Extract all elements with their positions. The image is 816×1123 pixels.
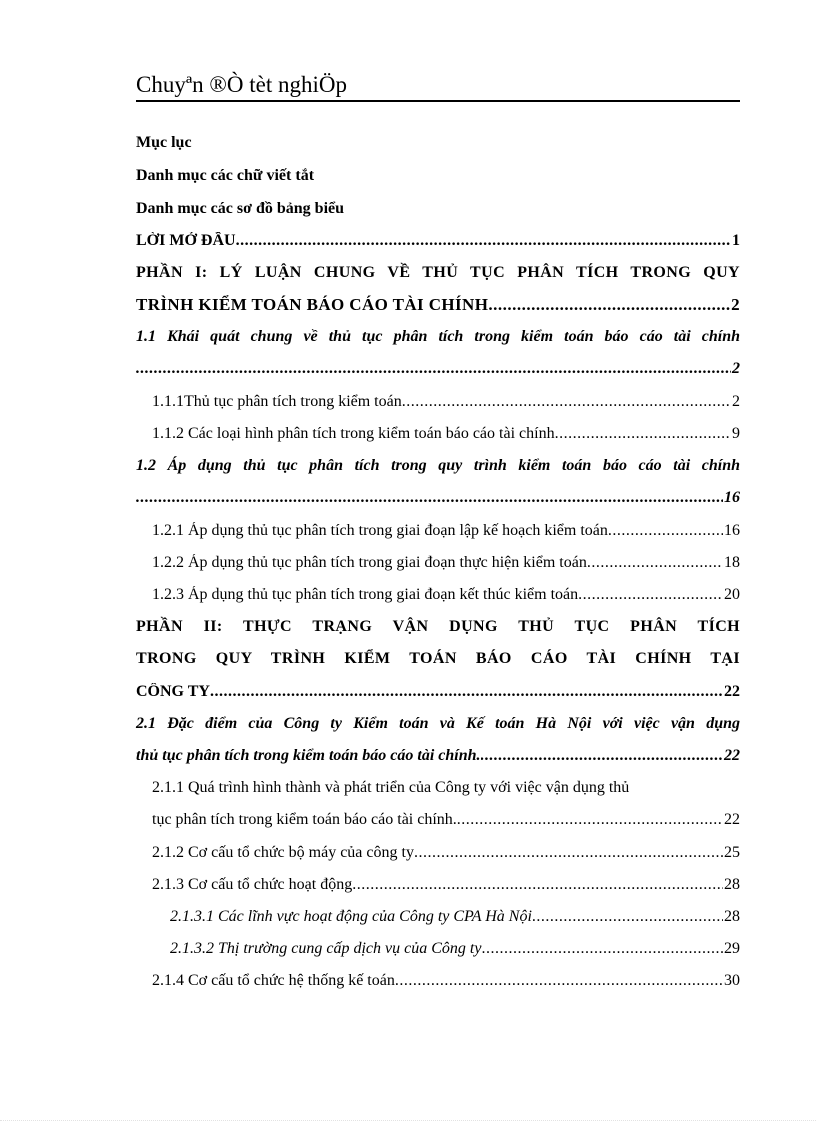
- toc-entry[interactable]: [152, 586, 740, 604]
- toc-entry-text: PHẦN II: THỰC TRẠNG VẬN DỤNG THỦ TỤC PHÂN TÍCH: [136, 618, 740, 635]
- toc-entry-text: 1.1 Khái quát chung về thủ tục phân tích trong kiểm toán báo cáo tài chính: [136, 328, 740, 345]
- toc-entry[interactable]: [152, 844, 740, 862]
- toc-entry[interactable]: [152, 811, 740, 829]
- toc-entry-text: CÔNG TY: [136, 683, 210, 700]
- toc-entry-page: 30: [724, 972, 740, 989]
- toc-entry[interactable]: [170, 908, 740, 926]
- toc-entry-page: 2: [731, 295, 740, 314]
- toc-entry-page: 16: [724, 522, 740, 539]
- toc-entry[interactable]: [136, 232, 740, 250]
- toc-entry-page: 2: [732, 360, 740, 377]
- toc-entry-page: 28: [724, 908, 740, 925]
- toc-entry[interactable]: [136, 457, 740, 475]
- toc-entry-text: 1.1.1Thủ tục phân tích trong kiểm toán: [152, 393, 402, 410]
- toc-entry[interactable]: [152, 425, 740, 443]
- page-header-title: Chuyªn ®Ò tèt nghiÖp: [136, 70, 740, 102]
- toc-entry[interactable]: [136, 747, 740, 765]
- toc-entry-text: 2.1.4 Cơ cấu tổ chức hệ thống kế toán: [152, 972, 395, 989]
- toc-entry-text: 1.2 Áp dụng thủ tục phân tích trong quy trình kiểm toán báo cáo tài chính: [136, 457, 740, 474]
- page-bottom-edge: [0, 1120, 816, 1121]
- toc-entry-page: 29: [724, 940, 740, 957]
- toc-entry-text: PHẦN I: LÝ LUẬN CHUNG VỀ THỦ TỤC PHÂN TÍCH TRONG QUY: [136, 264, 740, 281]
- toc-entry[interactable]: [152, 972, 740, 990]
- toc-entry[interactable]: [136, 650, 740, 668]
- toc-entry-text: LỜI MỞ ĐẦU: [136, 232, 236, 249]
- toc-entry-page: 22: [724, 747, 740, 764]
- toc-entry-page: 2: [732, 393, 740, 410]
- toc-entry[interactable]: [136, 618, 740, 636]
- toc-entry-page: 25: [724, 844, 740, 861]
- toc-entry-text: 2.1.3.1 Các lĩnh vực hoạt động của Công ty CPA Hà Nội: [170, 908, 532, 925]
- toc-entry-text: 1.2.2 Áp dụng thủ tục phân tích trong giai đoạn thực hiện kiểm toán: [152, 554, 587, 571]
- toc-entry[interactable]: [152, 522, 740, 540]
- toc-entry-page: 28: [724, 876, 740, 893]
- toc-entry[interactable]: [136, 683, 740, 701]
- toc-entry-page: 22: [724, 683, 740, 700]
- toc-entry-text: 1.2.3 Áp dụng thủ tục phân tích trong giai đoạn kết thúc kiểm toán: [152, 586, 579, 603]
- toc-entry-page: 1: [732, 232, 740, 249]
- toc-entry[interactable]: [136, 715, 740, 733]
- toc-entry[interactable]: [152, 779, 740, 797]
- toc-entry-text: 2.1.3 Cơ cấu tổ chức hoạt động: [152, 876, 353, 893]
- toc-entry[interactable]: [152, 554, 740, 572]
- toc-entry[interactable]: [136, 360, 740, 378]
- toc-entry-text: thủ tục phân tích trong kiểm toán báo cáo tài chính.: [136, 747, 481, 764]
- toc-entry-text: TRONG QUY TRÌNH KIỂM TOÁN BÁO CÁO TÀI CHÍNH TẠI: [136, 650, 740, 667]
- toc-entry-page: 22: [724, 811, 740, 828]
- toc-entry-text: 2.1.3.2 Thị trường cung cấp dịch vụ của Công ty: [170, 940, 482, 957]
- toc-abbreviations-heading: Danh mục các chữ viết tắt: [136, 167, 315, 184]
- toc-entry-page: 18: [724, 554, 740, 571]
- toc-entry-page: 16: [724, 489, 740, 506]
- toc-contents-heading: Mục lục: [136, 134, 192, 151]
- toc-entry-text: 2.1.2 Cơ cấu tổ chức bộ máy của công ty: [152, 844, 414, 861]
- toc-entry-page: 9: [732, 425, 740, 442]
- toc-entry-text: tục phân tích trong kiểm toán báo cáo tài chính.: [152, 811, 457, 828]
- toc-entry[interactable]: [170, 940, 740, 958]
- toc-figures-heading: Danh mục các sơ đồ bảng biểu: [136, 200, 345, 217]
- toc-entry[interactable]: [136, 295, 740, 315]
- toc-entry-text: 2.1 Đặc điểm của Công ty Kiểm toán và Kế toán Hà Nội với việc vận dụng: [136, 715, 740, 732]
- toc-entry-text: 1.1.2 Các loại hình phân tích trong kiểm toán báo cáo tài chính: [152, 425, 555, 442]
- toc-entry-text: TRÌNH KIỂM TOÁN BÁO CÁO TÀI CHÍNH: [136, 295, 489, 314]
- toc-entry-text: 2.1.1 Quá trình hình thành và phát triển của Công ty với việc vận dụng thủ: [152, 779, 630, 796]
- toc-entry[interactable]: [152, 393, 740, 411]
- toc-entry-page: 20: [724, 586, 740, 603]
- toc-entry[interactable]: [152, 876, 740, 894]
- toc-entry[interactable]: [136, 328, 740, 346]
- toc-entry[interactable]: [136, 264, 740, 282]
- toc-entry[interactable]: [136, 489, 740, 507]
- toc-entry-text: 1.2.1 Áp dụng thủ tục phân tích trong giai đoạn lập kế hoạch kiểm toán: [152, 522, 608, 539]
